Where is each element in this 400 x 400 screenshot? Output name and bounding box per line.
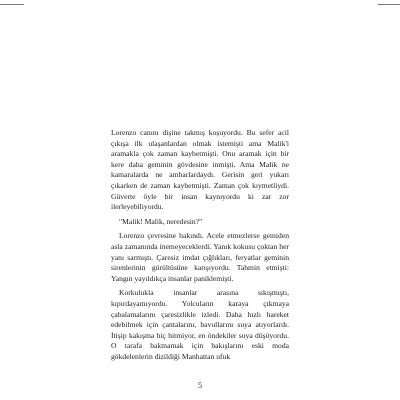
crop-mark-right <box>378 4 400 5</box>
paragraph-4: Korkulukla insanlar arasına sıkışmıştı, kıpırdayamıyordu. Yolcuların karaya çıkmaya çabalamalarını çaresizlikle izledi. Daha hızlı hareket edebilmek için çantalarını, bavullarını suya atıyorlardı. İtişip kakışma hiç bitmiyor, en öndekiler suya düşüyordu. O tarafa bakmamak için bakışlarını eski moda gökdelenlerin dizildiği Manhattan ufuk <box>111 288 289 361</box>
paragraph-2-dialogue: "Malik! Malik, neredesin?" <box>119 216 203 226</box>
paragraph-3: Lorenzo çevresine bakındı. Acele etmezlerse gemiden asla zamanında inemeyeceklerdi. Yanık kokusu çoktan her yanı sarmıştı. Çaresiz imdat çığlıkları, feryatlar geminin sirenlerinin gürültüsüne karışıyordu. Tahmin etmişti: Yangın yayıldıkça insanlar paniklemişti. <box>111 231 289 283</box>
page-number: 5 <box>198 381 202 390</box>
paragraph-1: Lorenzo canını dişine takmış koşuyordu. Bu sefer acil çıkışa ilk ulaşanlardan olmak istemişti ama Malik'i aramakla çok zaman kaybetmişti. Onu aramak için bir kere daha geminin gövdesine inmişti. Ama Malik ne kamaralarda ne ambarlardaydı. Gerisin geri yukarı çıkarken de zaman kaybetmişti. Zaman çok kıymetliydi. Güverte öyle bir insan kaynıyordu ki zar zor ilerleyebiliyordu. <box>111 128 289 212</box>
body-text <box>111 128 289 362</box>
crop-mark-left <box>0 4 24 5</box>
